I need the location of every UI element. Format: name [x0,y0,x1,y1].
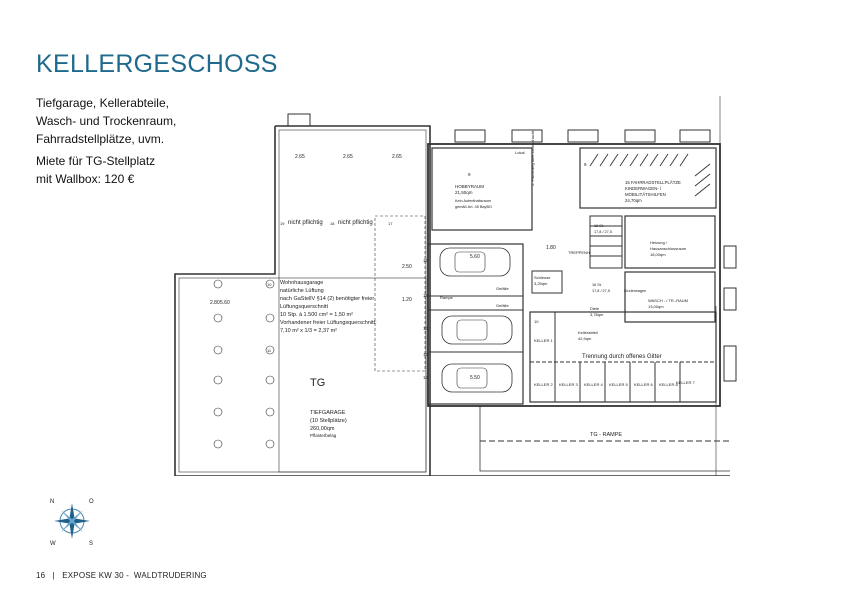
lichtschacht-label: 2. Fluchtweg über Lichtschacht [530,130,535,186]
vent-line: 7,10 m² x 1/3 = 2,37 m² [280,328,338,334]
wash-line: WASCH - / TR.-RAUM [648,298,688,303]
dim-120: 1.20 [402,297,412,303]
keller-label: KELLER 1 [534,338,553,343]
dim-550: 5.50 [470,375,480,381]
vent-line: nach GaStellV §14 (2) benötigter freier [280,296,375,302]
stairs-line: 17,8 / 27,5 [594,230,612,234]
description [36,94,176,148]
description-line: Wasch- und Trockenraum, [36,114,177,128]
bike-line: 24,70qm [625,198,642,203]
wash-line: 13,00qm [648,304,664,309]
bay-number: 13 [423,352,429,357]
keller-label: KELLER 7 [676,380,695,385]
tg-line: (10 Stellplätze) [310,418,347,424]
keller-label: KELLER 4 [584,382,603,387]
bay-number: 17 [388,221,393,226]
floor-plan [170,96,750,476]
stairs-line: 16 St. [594,224,604,228]
dim-top-2: 2.65 [343,154,353,160]
rampe-label: Rampe [440,295,453,300]
hobby-line: HOBBYRAUM [455,184,485,189]
compass-w: W [50,541,56,547]
vent-line: Wohnhausgarage [280,280,324,286]
footer-separator: | [52,571,55,580]
diele-line: Diele [590,306,600,311]
stairs-line: 16 St. [592,283,602,287]
vent-line: Vorhandener freier Lüftungsquerschnitt: [280,320,377,326]
treppe-label: TREPPENH [568,250,590,255]
footer [36,571,207,580]
gitter-label: Trennung durch offenes Gitter [582,354,662,360]
bike-line: MOBILITÄTSHILFEN [625,192,666,197]
hobby-line: 21,50qm [455,190,473,195]
page-title: KELLERGESCHOSS [36,50,278,78]
dim-250: 2.50 [402,264,412,270]
schleuse-line: Schleuse [534,275,551,280]
bay-number: 10 [267,282,272,287]
description-line: Tiefgarage, Kellerabteile, [36,96,169,110]
tg-line: Pflasterbelag [310,433,337,438]
hobby-line: gemäß Art. 45 BayBO [455,205,492,209]
dim-560b: 5.60 [470,254,480,260]
hobby-line: Kein Aufenthaltsraum [455,199,492,203]
rent-line: Miete für TG-Stellplatz [36,154,156,168]
schleuse-line: 3,25qm [534,281,548,286]
bay-number: 11 [267,348,272,353]
compass-s: S [89,541,94,547]
gefaelle-label: Gefälle [496,303,509,308]
bay-number: 16 [423,258,429,263]
tg-line: 260,00qm [310,426,335,432]
dim-top-1: 2.65 [295,154,305,160]
heating-line: Hausanschlussraum [650,246,687,251]
dim-top-3: 2.65 [392,154,402,160]
lokal-label: Lokal [515,150,525,155]
room-number: 9 [584,162,587,167]
compass-icon [44,493,100,549]
diele-line: 3,78qm [590,312,604,317]
bay-number: 12 [423,375,429,380]
keller-label: KELLER 2 [534,382,553,387]
tg-label: TG [310,377,326,389]
label-nicht-pflichtig-1: nicht pflichtig [288,220,323,226]
dim-560: 5.60 [220,300,230,306]
kellerabteil-line: 42,9qm [578,336,592,341]
keller-label: KELLER 5 [609,382,628,387]
stairs-line: 17,8 / 27,5 [592,289,610,293]
vent-line: natürliche Lüftung [280,288,324,294]
page-number: 16 [36,571,46,580]
bay-number: 19 [280,221,285,226]
keller-label: KELLER 3 [559,382,578,387]
vent-line: Lüftungsquerschnitt [280,304,329,310]
bay-number: 10 [534,319,539,324]
bike-line: KINDERWAGEN- / [625,186,662,191]
gefaelle-label: Gefälle [496,286,509,291]
rent-line: mit Wallbox: 120 € [36,172,135,186]
bike-line: 15 FAHRRADSTELLPLÄTZE [625,180,681,185]
keller-label: KELLER 8 [659,382,678,387]
compass-o: O [89,499,94,505]
heating-line: Heizung / [650,240,667,245]
room-number: 9 [468,172,471,177]
tg-rampe-label: TG - RAMPE [590,432,623,438]
keller-label: KELLER 6 [634,382,653,387]
vent-line: 10 Stp. á 1.500 cm² = 1,50 m² [280,312,353,318]
compass-n: N [50,499,55,505]
label-nicht-pflichtig-2: nicht pflichtig [338,220,373,226]
dim-280: 2.80 [210,300,220,306]
rent-info [36,152,155,188]
kellerabteil-line: Kellerabteil [578,330,598,335]
dim-180: 1.80 [546,245,556,251]
bay-number: 14 [423,326,429,331]
footer-text: EXPOSE KW 30 - WALDTRUDERING [62,571,207,580]
tg-line: TIEFGARAGE [310,410,346,416]
heating-line: 18,00qm [650,252,666,257]
bay-number: 18 [330,221,335,226]
bay-number: 15 [423,293,429,298]
kinderwagen-label: Kinderwagen [624,289,647,293]
description-line: Fahrradstellplätze, uvm. [36,132,165,146]
